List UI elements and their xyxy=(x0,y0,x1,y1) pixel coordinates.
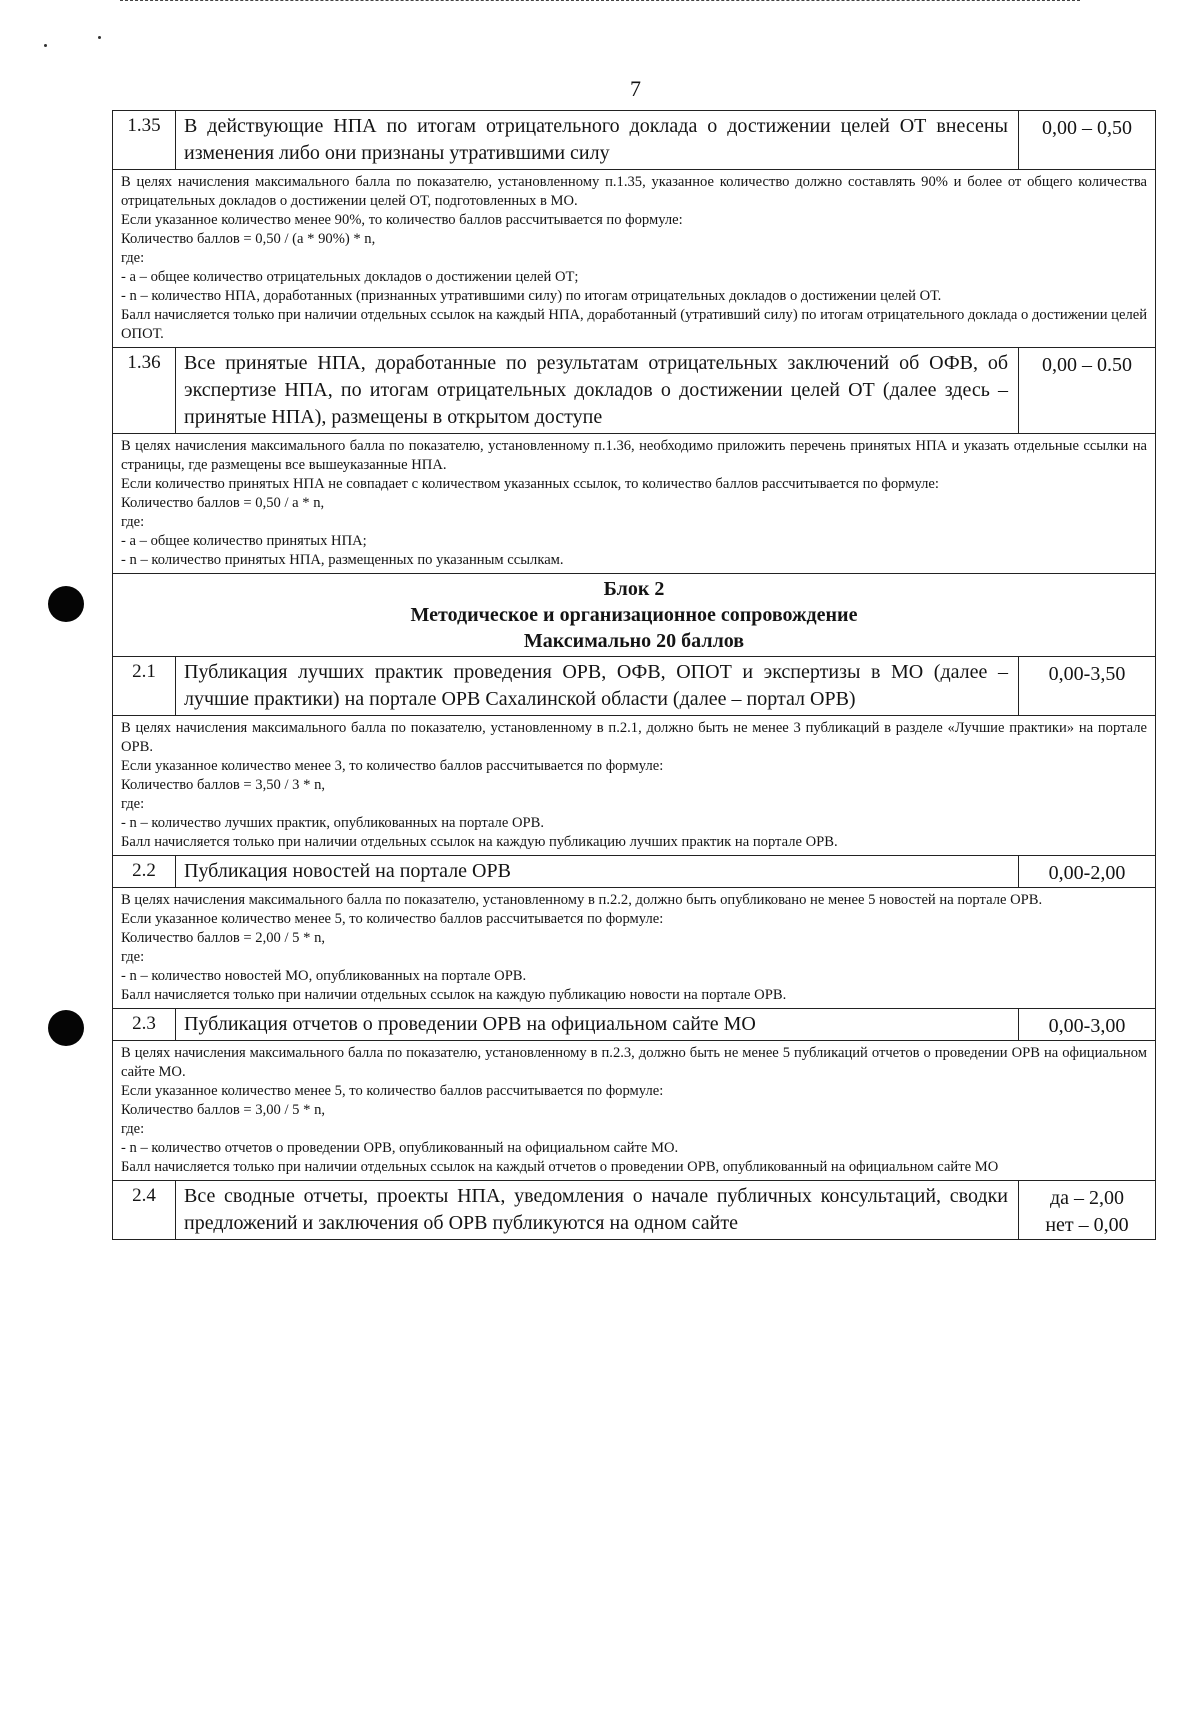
row-number: 1.35 xyxy=(113,111,176,169)
note-line: - n – количество новостей МО, опубликованных на портале ОРВ. xyxy=(121,968,527,984)
note-line: Количество баллов = 0,50 / (а * 90%) * n, xyxy=(121,231,376,247)
note-line: Если указанное количество менее 90%, то количество баллов рассчитывается по формуле: xyxy=(121,212,683,228)
note-line: где: xyxy=(121,250,145,266)
note-line: - n – количество принятых НПА, размещенных по указанным ссылкам. xyxy=(121,552,564,568)
block-subtitle: Методическое и организационное сопровождение xyxy=(410,604,858,626)
punch-hole xyxy=(48,586,84,622)
note-line: где: xyxy=(121,514,145,530)
note-line: где: xyxy=(121,1121,145,1137)
row-title: В действующие НПА по итогам отрицательного доклада о достижении целей ОТ внесены изменения либо они признаны утратившими силу xyxy=(176,111,1019,169)
note-line: Если указанное количество менее 5, то количество баллов рассчитывается по формуле: xyxy=(121,1083,664,1099)
note-line: Количество баллов = 0,50 / а * n, xyxy=(121,495,325,511)
table-row xyxy=(113,657,1155,716)
note-line: Если указанное количество менее 5, то количество баллов рассчитывается по формуле: xyxy=(121,911,664,927)
scan-speck xyxy=(98,36,101,39)
row-note xyxy=(113,1041,1155,1181)
note-line: Балл начисляется только при наличии отдельных ссылок на каждую публикацию лучших практик на портале ОРВ. xyxy=(121,834,838,850)
row-title: Все сводные отчеты, проекты НПА, уведомления о начале публичных консультаций, сводки предложений и заключения об ОРВ публикуются на одном сайте xyxy=(176,1181,1019,1239)
row-note xyxy=(113,716,1155,856)
row-title: Все принятые НПА, доработанные по результатам отрицательных заключений об ОФВ, об экспертизе НПА, по итогам отрицательных докладов о достижении целей ОТ (далее здесь – принятые НПА), размещены в открытом доступе xyxy=(176,348,1019,433)
scan-edge-line xyxy=(120,0,1080,3)
row-number: 2.4 xyxy=(113,1181,176,1239)
note-line: Балл начисляется только при наличии отдельных ссылок на каждый отчетов о проведении ОРВ, опубликованный на официальном сайте МО xyxy=(121,1159,999,1175)
note-line: В целях начисления максимального балла по показателю, установленному в п.2.2, должно быть опубликовано не менее 5 новостей на портале ОРВ. xyxy=(121,892,1043,908)
note-line: Количество баллов = 2,00 / 5 * n, xyxy=(121,930,326,946)
table-row xyxy=(113,856,1155,888)
row-number: 2.2 xyxy=(113,856,176,887)
row-score: 0,00 – 0,50 xyxy=(1042,117,1132,139)
note-line: где: xyxy=(121,796,145,812)
table-row xyxy=(113,111,1155,170)
block-heading xyxy=(113,574,1155,657)
row-number: 2.3 xyxy=(113,1009,176,1040)
note-line: - а – общее количество принятых НПА; xyxy=(121,533,367,549)
note-line: - n – количество НПА, доработанных (признанных утратившими силу) по итогам отрицательных докладов о достижении целей ОТ. xyxy=(121,288,942,304)
table-row xyxy=(113,1009,1155,1041)
note-line: где: xyxy=(121,949,145,965)
score-yes: да – 2,00 xyxy=(1049,1187,1125,1209)
table-row xyxy=(113,348,1155,434)
note-line: Балл начисляется только при наличии отдельных ссылок на каждую публикацию новости на портале ОРВ. xyxy=(121,987,787,1003)
note-line: Балл начисляется только при наличии отдельных ссылок на каждый НПА, доработанный (утративший силу) по итогам отрицательного доклада о достижении целей ОПОТ. xyxy=(121,307,1148,342)
punch-hole xyxy=(48,1010,84,1046)
row-note xyxy=(113,888,1155,1009)
scan-speck xyxy=(44,44,47,47)
row-title: Публикация лучших практик проведения ОРВ, ОФВ, ОПОТ и экспертизы в МО (далее – лучшие практики) на портале ОРВ Сахалинской области (далее – портал ОРВ) xyxy=(176,657,1019,715)
row-score: 0,00 – 0.50 xyxy=(1042,354,1132,376)
note-line: В целях начисления максимального балла по показателю, установленному в п.2.3, должно быть не менее 5 публикаций отчетов о проведении ОРВ на официальном сайте МО. xyxy=(121,1045,1147,1080)
table-row xyxy=(113,1181,1155,1239)
note-line: - а – общее количество отрицательных докладов о достижении целей ОТ; xyxy=(121,269,579,285)
block-max-score: Максимально 20 баллов xyxy=(523,630,745,652)
row-title: Публикация новостей на портале ОРВ xyxy=(176,856,1019,887)
row-note xyxy=(113,434,1155,574)
row-note xyxy=(113,170,1155,348)
note-line: - n – количество отчетов о проведении ОРВ, опубликованный на официальном сайте МО. xyxy=(121,1140,679,1156)
note-line: - n – количество лучших практик, опубликованных на портале ОРВ. xyxy=(121,815,544,831)
note-line: Количество баллов = 3,50 / 3 * n, xyxy=(121,777,326,793)
note-line: Если указанное количество менее 3, то количество баллов рассчитывается по формуле: xyxy=(121,758,664,774)
page-number: 7 xyxy=(630,76,641,101)
row-score: 0,00-3,50 xyxy=(1048,663,1126,685)
note-line: В целях начисления максимального балла по показателю, установленному п.1.36, необходимо приложить перечень принятых НПА и указать отдельные ссылки на страницы, где размещены все вышеуказанные НПА. xyxy=(121,438,1147,473)
note-line: В целях начисления максимального балла по показателю, установленному п.1.35, указанное количество должно составлять 90% и более от общего количества отрицательных докладов о достижении целей ОТ, подготовленных в МО. xyxy=(121,174,1147,209)
row-title: Публикация отчетов о проведении ОРВ на официальном сайте МО xyxy=(176,1009,1019,1040)
block-title: Блок 2 xyxy=(603,578,665,600)
row-score: 0,00-2,00 xyxy=(1048,862,1126,884)
score-no: нет – 0,00 xyxy=(1045,1214,1129,1236)
criteria-table xyxy=(112,110,1156,1240)
row-number: 2.1 xyxy=(113,657,176,715)
row-number: 1.36 xyxy=(113,348,176,433)
note-line: В целях начисления максимального балла по показателю, установленному в п.2.1, должно быть не менее 3 публикаций в разделе «Лучшие практики» на портале ОРВ. xyxy=(121,720,1147,755)
row-score xyxy=(1019,1181,1155,1239)
note-line: Если количество принятых НПА не совпадает с количеством указанных ссылок, то количество баллов рассчитывается по формуле: xyxy=(121,476,939,492)
note-line: Количество баллов = 3,00 / 5 * n, xyxy=(121,1102,326,1118)
row-score: 0,00-3,00 xyxy=(1048,1015,1126,1037)
